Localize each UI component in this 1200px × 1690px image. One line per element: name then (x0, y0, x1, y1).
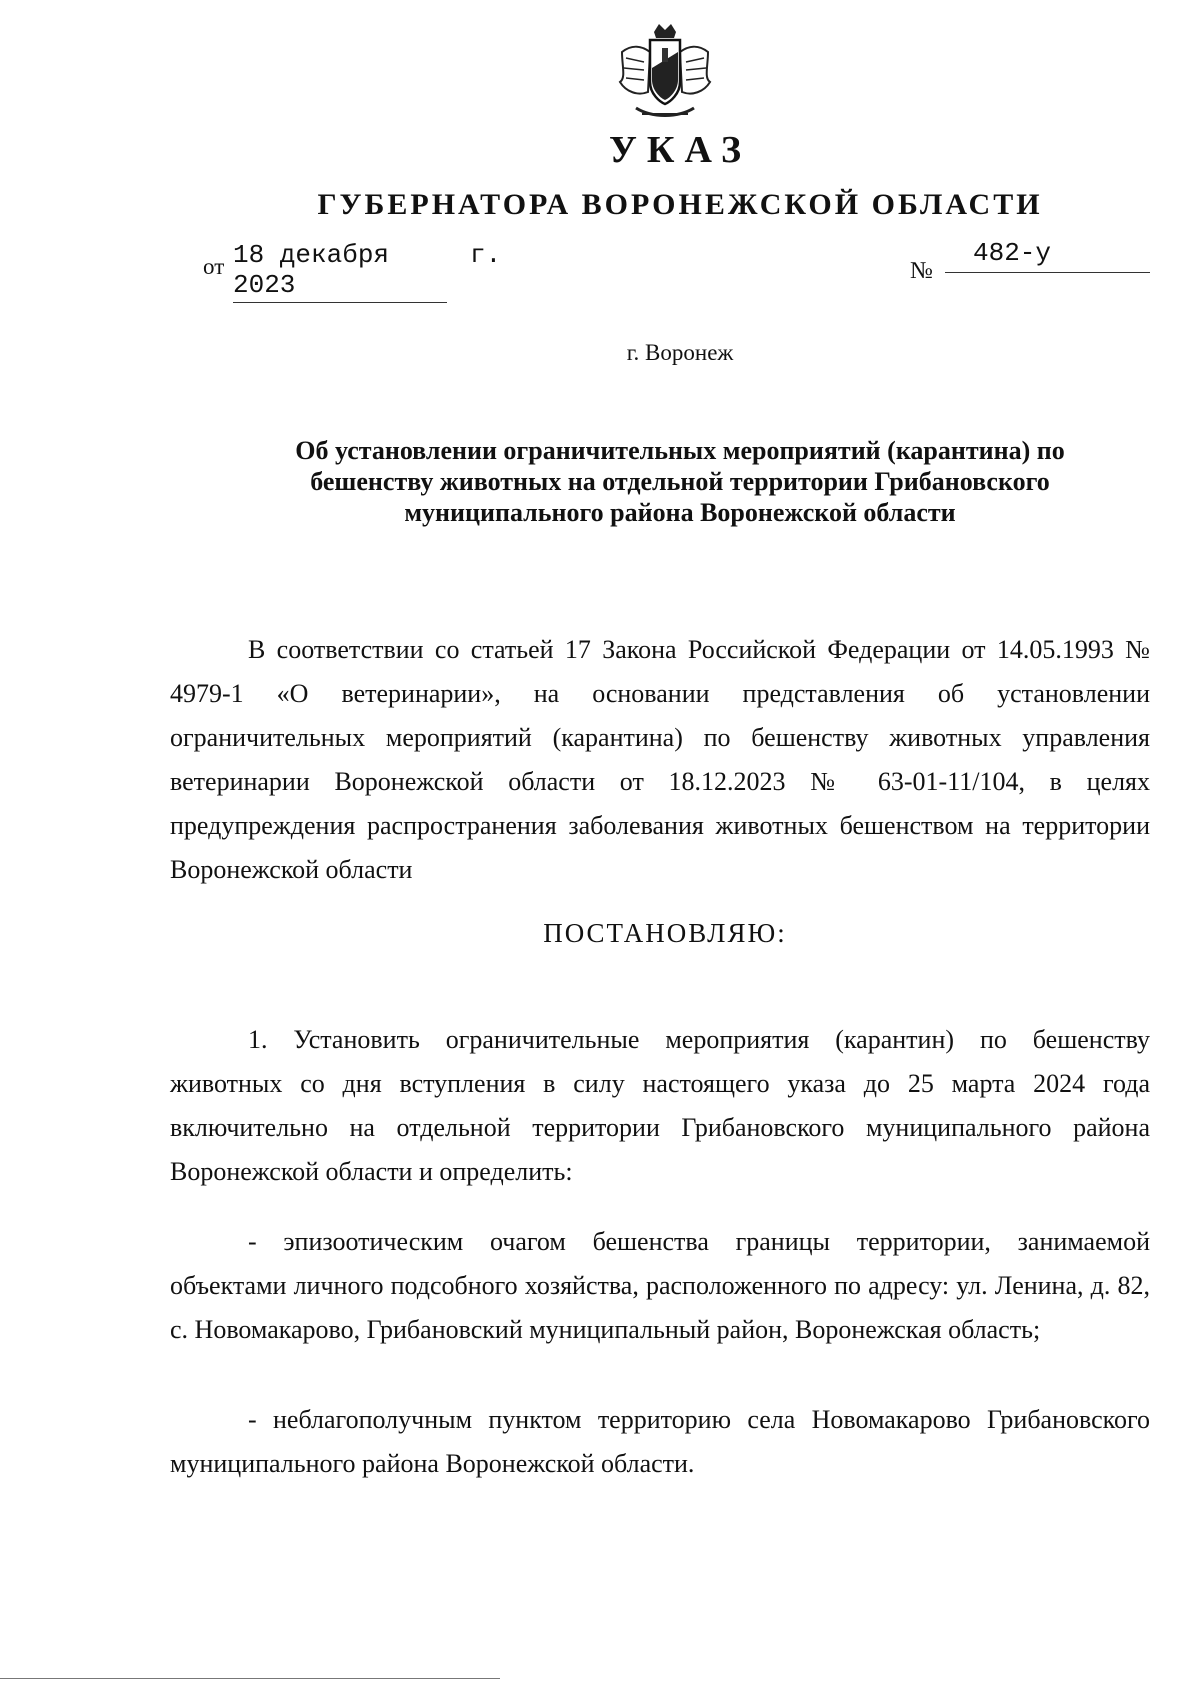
item-1b-paragraph: - неблагополучным пунктом территорию села Новомакарово Грибановского муниципального района Воронежской области. (170, 1405, 1150, 1478)
document-heading: Об установлении ограничительных мероприятий (карантина) по бешенству животных на отдельной территории Грибановского муниципального района Воронежской области (295, 436, 1065, 527)
document-date: 18 декабря 2023 (233, 240, 447, 303)
preamble-paragraph: В соответствии со статьей 17 Закона Российской Федерации от 14.05.1993 № 4979-1 «О ветеринарии», на основании представления об установлении ограничительных мероприятий (карантина) по бешенству животных управления ветеринарии Воронежской области от 18.12.2023 № 63-01-11/104, в целях предупреждения распространения заболевания животных бешенством на территории Воронежской области (170, 635, 1150, 884)
date-prefix: от (203, 254, 225, 279)
document-title: УКАЗ (609, 129, 751, 171)
date-suffix: г. (470, 240, 502, 270)
coat-of-arms-icon (612, 22, 718, 126)
number-prefix: № (910, 258, 933, 284)
document-number: 482-у (945, 238, 1150, 273)
document-subtitle: ГУБЕРНАТОРА ВОРОНЕЖСКОЙ ОБЛАСТИ (317, 188, 1043, 221)
decree-word: ПОСТАНОВЛЯЮ: (543, 918, 787, 948)
document-city: г. Воронеж (626, 340, 734, 365)
item-1-paragraph: 1. Установить ограничительные мероприятия (карантин) по бешенству животных со дня вступления в силу настоящего указа до 25 марта 2024 года включительно на отдельной территории Грибановского муниципального района Воронежской области и определить: (170, 1025, 1150, 1186)
item-1a-paragraph: - эпизоотическим очагом бешенства границы территории, занимаемой объектами личного подсобного хозяйства, расположенного по адресу: ул. Ленина, д. 82, с. Новомакарово, Грибановский муниципальный район, Воронежская область; (170, 1227, 1150, 1344)
footer-divider (0, 1678, 500, 1679)
